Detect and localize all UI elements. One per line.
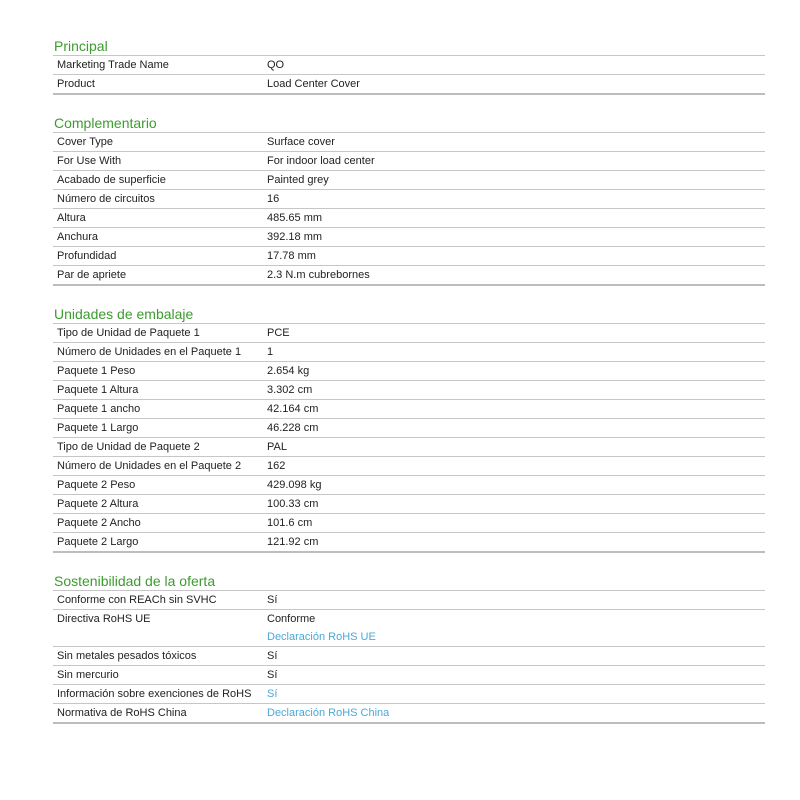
table-row xyxy=(53,228,765,247)
row-label: Tipo de Unidad de Paquete 1 xyxy=(57,327,200,339)
row-label: For Use With xyxy=(57,155,122,167)
table-row xyxy=(53,343,765,362)
row-value: 101.6 cm xyxy=(267,517,313,529)
section-title: Sostenibilidad de la oferta xyxy=(54,573,216,589)
row-value: 2.654 kg xyxy=(267,365,310,377)
row-label: Número de Unidades en el Paquete 1 xyxy=(57,346,242,358)
row-label: Acabado de superficie xyxy=(57,174,166,186)
row-value xyxy=(264,704,765,722)
row-label: Paquete 1 Altura xyxy=(57,384,139,396)
spec-table xyxy=(53,323,765,553)
table-row xyxy=(53,647,765,666)
row-label: Paquete 2 Ancho xyxy=(57,517,141,529)
section-sostenibilidad xyxy=(53,572,765,724)
row-label: Paquete 2 Peso xyxy=(57,479,136,491)
row-label: Normativa de RoHS China xyxy=(57,707,187,719)
row-value: Sí xyxy=(267,669,278,681)
table-row xyxy=(53,362,765,381)
section-title: Complementario xyxy=(54,115,157,131)
row-value: PCE xyxy=(267,327,290,339)
table-row xyxy=(53,190,765,209)
row-value: 392.18 mm xyxy=(267,231,323,243)
row-label: Sin mercurio xyxy=(57,669,119,681)
row-value: Load Center Cover xyxy=(267,78,360,90)
section-principal xyxy=(53,37,765,95)
row-value: 121.92 cm xyxy=(267,536,319,548)
row-label: Marketing Trade Name xyxy=(57,59,169,71)
row-label: Cover Type xyxy=(57,136,114,148)
table-row xyxy=(53,209,765,228)
table-row xyxy=(53,152,765,171)
spec-table xyxy=(53,132,765,286)
row-label-line: RoHS xyxy=(222,688,252,700)
row-label: Altura xyxy=(57,212,86,224)
section-title: Unidades de embalaje xyxy=(54,306,194,322)
table-row xyxy=(53,266,765,284)
row-label: Paquete 2 Altura xyxy=(57,498,139,510)
table-row xyxy=(53,591,765,610)
row-value: 2.3 N.m cubrebornes xyxy=(267,269,370,281)
row-label: Conforme con REACh sin SVHC xyxy=(57,594,217,606)
row-label: Paquete 1 Peso xyxy=(57,365,136,377)
table-row xyxy=(53,324,765,343)
row-value: 100.33 cm xyxy=(267,498,319,510)
row-label: Product xyxy=(57,78,95,90)
row-value: 17.78 mm xyxy=(267,250,316,262)
table-row xyxy=(53,75,765,93)
table-row xyxy=(53,495,765,514)
spec-sheet xyxy=(53,37,765,724)
row-value: Sí xyxy=(267,594,278,606)
row-value xyxy=(264,685,765,703)
row-value: 3.302 cm xyxy=(267,384,313,396)
spec-table xyxy=(53,55,765,95)
row-label: Paquete 1 ancho xyxy=(57,403,141,415)
table-row xyxy=(53,457,765,476)
row-value: 429.098 kg xyxy=(267,479,322,491)
row-label: Directiva RoHS UE xyxy=(57,613,151,625)
table-row xyxy=(53,247,765,266)
row-label: Profundidad xyxy=(57,250,117,262)
row-value: 162 xyxy=(267,460,286,472)
section-title: Principal xyxy=(54,38,108,54)
table-row xyxy=(53,419,765,438)
spec-table xyxy=(53,590,765,724)
rohs-exemptions-link[interactable]: Sí xyxy=(267,688,278,700)
section-unidades-de-embalaje xyxy=(53,305,765,553)
row-label: Sin metales pesados tóxicos xyxy=(57,650,197,662)
table-row xyxy=(53,666,765,685)
row-label: Número de circuitos xyxy=(57,193,155,205)
table-row xyxy=(53,476,765,495)
row-value: 1 xyxy=(267,346,274,358)
row-value: PAL xyxy=(267,441,287,453)
row-label: Par de apriete xyxy=(57,269,127,281)
table-row xyxy=(53,171,765,190)
table-row xyxy=(53,438,765,457)
row-value: Sí xyxy=(267,650,278,662)
table-row xyxy=(53,56,765,75)
row-value: Surface cover xyxy=(267,136,335,148)
row-value: Painted grey xyxy=(267,174,329,186)
section-complementario xyxy=(53,114,765,286)
row-value: 16 xyxy=(267,193,280,205)
row-label: Anchura xyxy=(57,231,98,243)
rohs-china-declaration-link[interactable]: Declaración RoHS China xyxy=(267,707,390,719)
table-row xyxy=(53,704,765,722)
rohs-ue-declaration-link[interactable]: Declaración RoHS UE xyxy=(267,631,376,643)
row-label: Paquete 1 Largo xyxy=(57,422,139,434)
row-label-line: Información sobre exenciones de xyxy=(57,688,220,700)
row-value-text: Conforme xyxy=(267,613,316,625)
row-value xyxy=(264,610,765,646)
row-label: Tipo de Unidad de Paquete 2 xyxy=(57,441,200,453)
table-row xyxy=(53,533,765,551)
table-row xyxy=(53,133,765,152)
row-value: QO xyxy=(267,59,285,71)
table-row xyxy=(53,400,765,419)
table-row xyxy=(53,514,765,533)
row-label: Paquete 2 Largo xyxy=(57,536,139,548)
row-label: Número de Unidades en el Paquete 2 xyxy=(57,460,242,472)
table-row xyxy=(53,610,765,647)
row-value: 46.228 cm xyxy=(267,422,319,434)
row-value: 42.164 cm xyxy=(267,403,319,415)
row-value: 485.65 mm xyxy=(267,212,323,224)
table-row xyxy=(53,685,765,704)
row-value: For indoor load center xyxy=(267,155,375,167)
row-label xyxy=(53,685,264,703)
table-row xyxy=(53,381,765,400)
